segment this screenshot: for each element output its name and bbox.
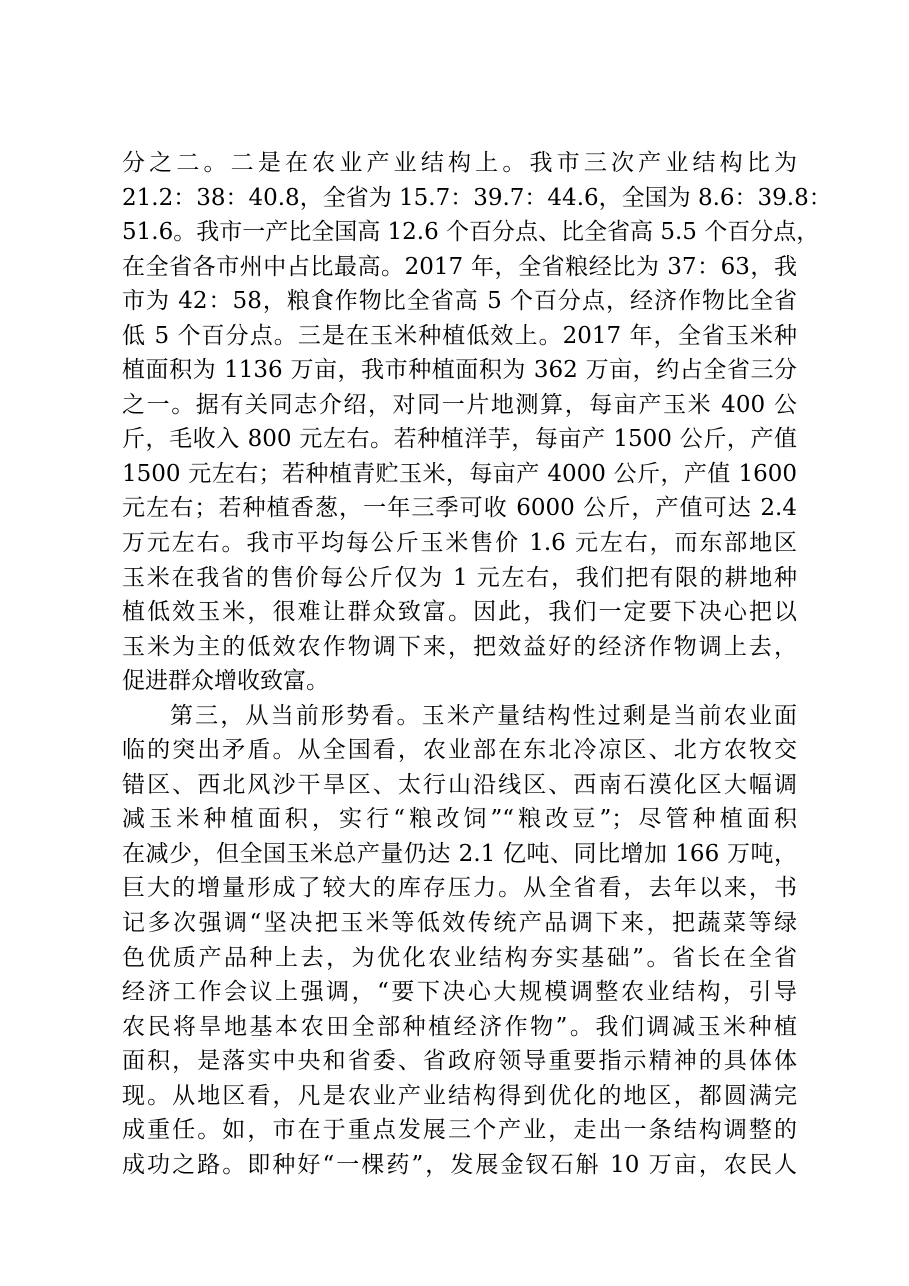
- text-line: 记多次强调“坚决把玉米等低效传统产品调下来，把蔬菜等绿: [122, 910, 797, 937]
- text-line: 面积，是落实中央和省委、省政府领导重要指示精神的具体体: [122, 1048, 797, 1075]
- text-line: 21.2：38：40.8，全省为 15.7：39.7：44.6，全国为 8.6：39.8：: [122, 184, 832, 211]
- text-line: 元左右；若种植香葱，一年三季可收 6000 公斤，产值可达 2.4: [122, 495, 797, 522]
- text-line: 减玉米种植面积，实行“粮改饲”“粮改豆”；尽管种植面积: [122, 806, 797, 833]
- text-line: 农民将旱地基本农田全部种植经济作物”。我们调减玉米种植: [122, 1013, 797, 1040]
- text-line: 在减少，但全国玉米总产量仍达 2.1 亿吨、同比增加 166 万吨，: [122, 840, 797, 867]
- text-line: 万元左右。我市平均每公斤玉米售价 1.6 元左右，而东部地区: [122, 530, 797, 557]
- text-line: 1500 元左右；若种植青贮玉米，每亩产 4000 公斤，产值 1600: [122, 460, 797, 487]
- text-line: 51.6。我市一产比全国高 12.6 个百分点、比全省高 5.5 个百分点，: [122, 219, 820, 246]
- text-line: 成功之路。即种好“一棵药”，发展金钗石斛 10 万亩，农民人: [122, 1151, 797, 1178]
- text-line: 斤，毛收入 800 元左右。若种植洋芋，每亩产 1500 公斤，产值: [122, 426, 797, 453]
- text-line: 之一。据有关同志介绍，对同一片地测算，每亩产玉米 400 公: [122, 391, 797, 418]
- text-line: 现。从地区看，凡是农业产业结构得到优化的地区，都圆满完: [122, 1082, 797, 1109]
- text-line: 玉米在我省的售价每公斤仅为 1 元左右，我们把有限的耕地种: [122, 564, 797, 591]
- paragraph-last-line: 促进群众增收致富。: [122, 668, 329, 695]
- paragraph-first-line: 第三，从当前形势看。玉米产量结构性过剩是当前农业面: [170, 702, 797, 729]
- text-line: 玉米为主的低效农作物调下来，把效益好的经济作物调上去，: [122, 633, 797, 660]
- text-line: 植低效玉米，很难让群众致富。因此，我们一定要下决心把以: [122, 599, 797, 626]
- body-text: [122, 146, 832, 1182]
- text-line: 错区、西北风沙干旱区、太行山沿线区、西南石漠化区大幅调: [122, 771, 797, 798]
- text-line: 分之二。二是在农业产业结构上。我市三次产业结构比为: [122, 150, 797, 176]
- text-line: 色优质产品种上去，为优化农业结构夯实基础”。省长在全省: [122, 944, 797, 971]
- text-line: 在全省各市州中占比最高。2017 年，全省粮经比为 37：63，我: [122, 253, 797, 280]
- text-line: 巨大的增量形成了较大的库存压力。从全省看，去年以来，书: [122, 875, 797, 902]
- text-line: 成重任。如，市在于重点发展三个产业，走出一条结构调整的: [122, 1117, 797, 1144]
- text-line: 临的突出矛盾。从全国看，农业部在东北冷凉区、北方农牧交: [122, 737, 797, 764]
- text-line: 经济工作会议上强调，“要下决心大规模调整农业结构，引导: [122, 979, 797, 1006]
- text-line: 低 5 个百分点。三是在玉米种植低效上。2017 年，全省玉米种: [122, 322, 797, 349]
- text-line: 植面积为 1136 万亩，我市种植面积为 362 万亩，约占全省三分: [122, 357, 797, 384]
- text-line: 市为 42：58，粮食作物比全省高 5 个百分点，经济作物比全省: [122, 288, 797, 315]
